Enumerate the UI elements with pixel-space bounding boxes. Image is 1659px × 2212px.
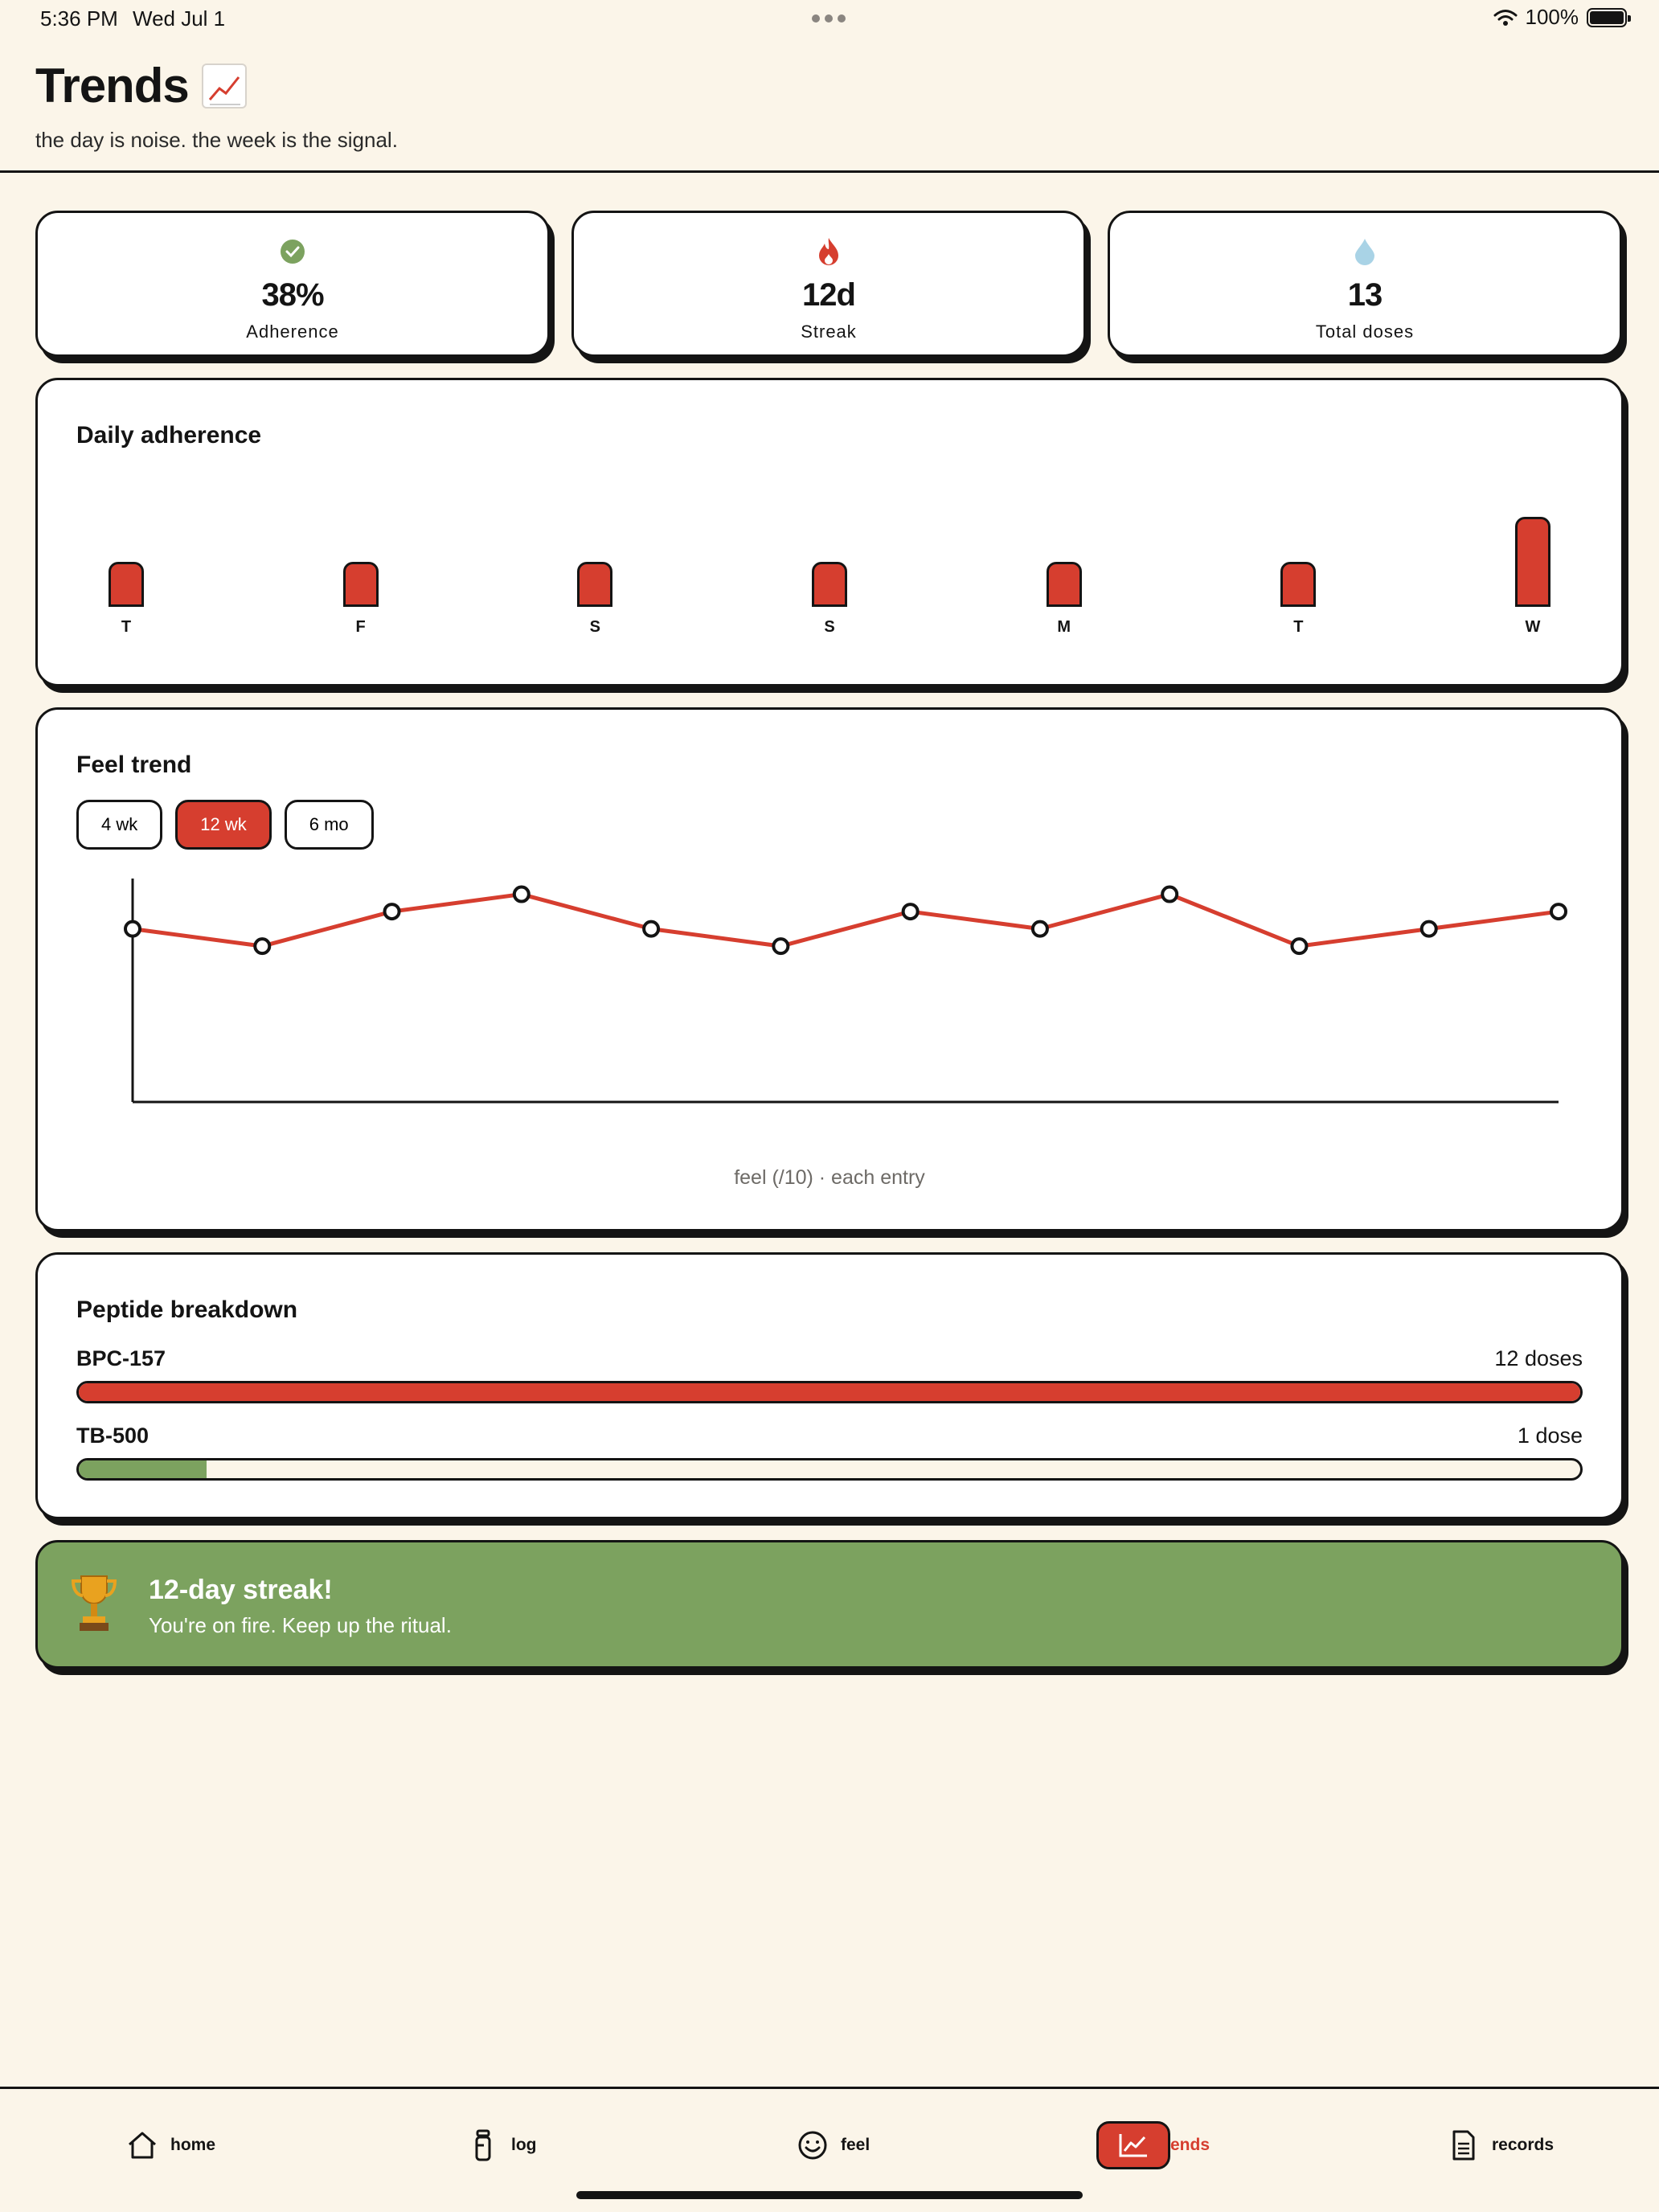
peptide-row-tb500	[76, 1423, 1583, 1481]
tab-feel[interactable]	[796, 2121, 870, 2169]
feel-data-point	[1422, 922, 1436, 936]
tab-trends[interactable]	[1096, 2121, 1210, 2169]
page-title-text: Trends	[35, 59, 189, 113]
feel-data-point	[125, 922, 140, 936]
page-title	[35, 58, 398, 113]
wifi-icon	[1493, 9, 1518, 27]
trophy-icon	[70, 1573, 118, 1634]
adherence-bar-label: F	[355, 618, 366, 636]
chart-increasing-icon	[202, 63, 247, 109]
droplet-icon	[1350, 237, 1379, 266]
feel-data-point	[903, 904, 918, 919]
stat-value: 13	[1347, 277, 1382, 313]
tab-label: records	[1492, 2136, 1555, 2154]
stat-card-streak	[571, 211, 1086, 357]
range-button-12wk[interactable]: 12 wk	[175, 800, 271, 850]
feel-data-point	[773, 939, 788, 953]
adherence-bar	[1515, 517, 1550, 607]
peptide-count: 12 doses	[1494, 1346, 1583, 1370]
peptide-progress-fill	[79, 1383, 1580, 1401]
stat-value: 12d	[802, 277, 855, 313]
adherence-bar-column	[102, 562, 150, 637]
peptide-name: BPC-157	[76, 1346, 166, 1370]
home-icon	[125, 2128, 159, 2162]
vial-icon	[466, 2128, 500, 2162]
peptide-count: 1 dose	[1517, 1423, 1583, 1448]
tab-records[interactable]	[1447, 2121, 1554, 2169]
feel-series-line	[133, 895, 1559, 947]
page-header	[35, 58, 398, 153]
feel-data-point	[255, 939, 269, 953]
smile-icon	[796, 2128, 830, 2162]
header-divider	[0, 170, 1659, 173]
stat-card-total-doses	[1108, 211, 1622, 357]
tab-home[interactable]	[125, 2121, 215, 2169]
feel-data-point	[644, 922, 658, 936]
adherence-bar-chart	[102, 477, 1557, 637]
status-date: Wed Jul 1	[133, 6, 226, 31]
adherence-bar-column	[571, 562, 619, 637]
multitasking-dots-icon[interactable]	[812, 14, 846, 23]
feel-data-point	[1292, 939, 1306, 953]
streak-banner	[35, 1540, 1624, 1669]
feel-data-point	[1551, 904, 1566, 919]
adherence-bar-label: T	[1293, 618, 1304, 636]
daily-adherence-card	[35, 378, 1624, 686]
peptide-name: TB-500	[76, 1423, 150, 1448]
peptide-progress-fill	[79, 1460, 207, 1478]
feel-data-point	[1033, 922, 1047, 936]
peptide-row-bpc157	[76, 1346, 1583, 1403]
stat-card-adherence	[35, 211, 550, 357]
adherence-bar	[1280, 562, 1316, 607]
tab-label: home	[170, 2136, 216, 2154]
adherence-bar	[1047, 562, 1082, 607]
chart-icon	[1096, 2121, 1170, 2169]
adherence-bar-column	[1509, 517, 1557, 637]
stat-label: Total doses	[1315, 322, 1415, 342]
feel-trend-card	[35, 707, 1624, 1231]
tab-log[interactable]	[466, 2121, 537, 2169]
home-indicator[interactable]	[576, 2191, 1083, 2199]
tab-label: ends	[1170, 2136, 1210, 2154]
adherence-bar-label: T	[121, 618, 132, 636]
peptide-progress-track	[76, 1458, 1583, 1481]
adherence-bar-label: S	[589, 618, 600, 636]
peptide-breakdown-card	[35, 1252, 1624, 1519]
stat-value: 38%	[261, 277, 324, 313]
status-indicators	[1493, 5, 1628, 30]
flame-icon	[814, 237, 843, 266]
adherence-bar	[812, 562, 847, 607]
card-title: Daily adherence	[76, 422, 262, 449]
tab-label: feel	[841, 2136, 870, 2154]
feel-line-chart	[38, 710, 1621, 1160]
card-title: Feel trend	[76, 752, 192, 778]
adherence-bar-label: M	[1057, 618, 1071, 636]
adherence-bar-column	[1274, 562, 1322, 637]
status-time: 5:36 PM	[40, 6, 118, 31]
adherence-bar-column	[805, 562, 854, 637]
streak-title: 12-day streak!	[149, 1575, 333, 1605]
stat-label: Streak	[801, 322, 857, 342]
adherence-bar-label: S	[824, 618, 835, 636]
battery-icon	[1587, 8, 1627, 27]
range-button-6mo[interactable]: 6 mo	[285, 800, 374, 850]
streak-text: You're on fire. Keep up the ritual.	[149, 1613, 452, 1637]
feel-data-point	[1162, 887, 1177, 902]
adherence-bar	[577, 562, 612, 607]
adherence-bar	[109, 562, 144, 607]
axis-caption: feel (/10) · each entry	[734, 1166, 925, 1189]
feel-data-point	[385, 904, 399, 919]
stat-label: Adherence	[246, 322, 339, 342]
peptide-progress-track	[76, 1381, 1583, 1403]
adherence-bar-column	[337, 562, 385, 637]
check-circle-icon	[278, 237, 307, 266]
feel-data-point	[514, 887, 529, 902]
range-button-4wk[interactable]: 4 wk	[76, 800, 162, 850]
card-title: Peptide breakdown	[76, 1296, 298, 1323]
adherence-bar-column	[1040, 562, 1088, 637]
document-icon	[1447, 2128, 1481, 2162]
adherence-bar	[343, 562, 379, 607]
adherence-bar-label: W	[1525, 618, 1541, 636]
battery-percent: 100%	[1525, 5, 1579, 29]
status-bar	[0, 0, 1659, 40]
page-subtitle: the day is noise. the week is the signal.	[35, 128, 398, 152]
tab-label: log	[511, 2136, 537, 2154]
